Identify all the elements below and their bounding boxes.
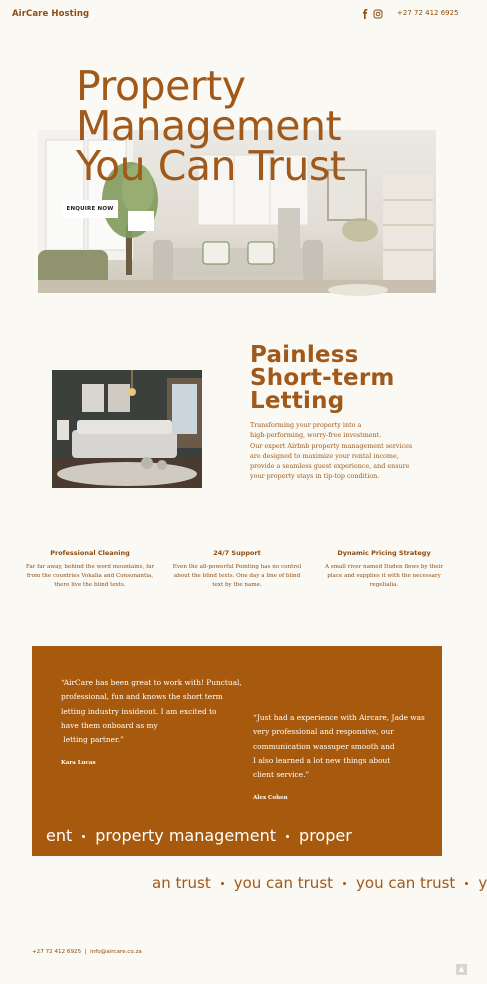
intro-description — [250, 420, 440, 482]
feature-text-line: about the blind texts. One day a line of blind — [173, 573, 301, 579]
feature-text-line: Even the all-powerful Pointing has no control — [172, 564, 302, 570]
quote-line: letting partner.” — [61, 735, 124, 745]
marquee-item: proper — [299, 826, 352, 845]
feature-text-line: text by the name. — [212, 582, 262, 588]
intro-text-line: Transforming your property into a — [250, 421, 362, 429]
facebook-icon[interactable] — [360, 9, 370, 19]
testimonial-author: Alex Cohen — [253, 795, 288, 801]
feature-text-line: there live the blind texts. — [54, 582, 126, 588]
hero-overlay-box — [128, 211, 154, 231]
intro-text-line: high-performing, worry-free investment. — [250, 431, 382, 440]
marquee-item: you can trust — [356, 874, 456, 892]
intro-title-line: Painless — [250, 342, 359, 368]
intro-title — [250, 344, 450, 413]
footer-contact[interactable]: +27 72 412 6925 | info@aircare.co.za — [32, 949, 142, 955]
enquire-now-button[interactable]: ENQUIRE NOW — [62, 200, 118, 218]
feature-text — [25, 563, 155, 590]
testimonial-author: Kara Lucas — [61, 760, 96, 766]
intro-title-line: Short-term — [250, 365, 395, 391]
quote-line: I also learned a lot new things about — [253, 755, 391, 765]
testimonial-quote — [253, 711, 433, 782]
marquee-row-1 — [46, 826, 352, 845]
feature-title: 24/7 Support — [213, 549, 261, 557]
feature-text-line: A small river named Duden flows by their — [324, 564, 444, 570]
hero-title-line: You Can Trust — [76, 142, 346, 190]
feature-text-line: from the countries Vokalia and Consonantia, — [26, 573, 154, 579]
feature-text-line: Far far away, behind the word mountains, far — [25, 564, 155, 570]
quote-line: client service.” — [253, 770, 310, 780]
scroll-to-top-button[interactable] — [456, 964, 467, 975]
feature-text — [319, 563, 449, 590]
hero-title-line: Management — [76, 102, 342, 150]
quote-line: professional, fun and knows the short term — [61, 692, 223, 702]
feature-title: Professional Cleaning — [50, 549, 130, 557]
dot-separator — [286, 835, 289, 838]
marquee-item: property management — [95, 826, 277, 845]
intro-text-line: provide a seamless guest experience, and ensure — [250, 462, 410, 471]
quote-line: “AirCare has been great to work with! Punctual, — [61, 678, 242, 687]
quote-line: have them onboard as my — [61, 720, 158, 730]
hero-title — [76, 62, 436, 190]
instagram-icon[interactable] — [373, 9, 383, 19]
intro-text-line: are designed to maximize your rental income, — [250, 451, 399, 460]
quote-line: “Just had a experience with Aircare, Jade was — [253, 713, 425, 722]
intro-title-line: Letting — [250, 388, 345, 414]
chevron-up-icon: ▲ — [458, 965, 465, 973]
testimonial-quote — [61, 676, 246, 747]
feature-title: Dynamic Pricing Strategy — [337, 549, 431, 557]
dot-separator — [343, 882, 346, 885]
marquee-item: an trust — [152, 874, 211, 892]
dot-separator — [82, 835, 85, 838]
marquee-row-2 — [152, 874, 487, 892]
feature-professional-cleaning — [25, 549, 155, 590]
intro-text-line: your property stays in tip-top condition. — [250, 472, 380, 481]
marquee-item: y — [478, 874, 487, 892]
brand-logo[interactable]: AirCare Hosting — [12, 9, 90, 19]
feature-text-line: place and supplies it with the necessary — [327, 573, 441, 579]
dot-separator — [221, 882, 224, 885]
bedroom-image — [52, 370, 202, 488]
feature-text — [172, 563, 302, 590]
header-phone-link[interactable]: +27 72 412 6925 — [397, 9, 459, 17]
quote-line: letting industry insideout. I am excited to — [61, 706, 217, 716]
hero-title-line: Property — [76, 62, 246, 110]
dot-separator — [465, 882, 468, 885]
feature-dynamic-pricing — [319, 549, 449, 590]
marquee-item: you can trust — [233, 874, 334, 892]
quote-line: communication wassuper smooth and — [253, 741, 395, 751]
feature-support — [172, 549, 302, 590]
marquee-item: ent — [46, 826, 73, 845]
feature-text-line: regelialia. — [369, 582, 399, 588]
quote-line: very professional and responsive, our — [253, 727, 394, 737]
intro-text-line: Our expert Airbnb property management services — [250, 441, 413, 450]
